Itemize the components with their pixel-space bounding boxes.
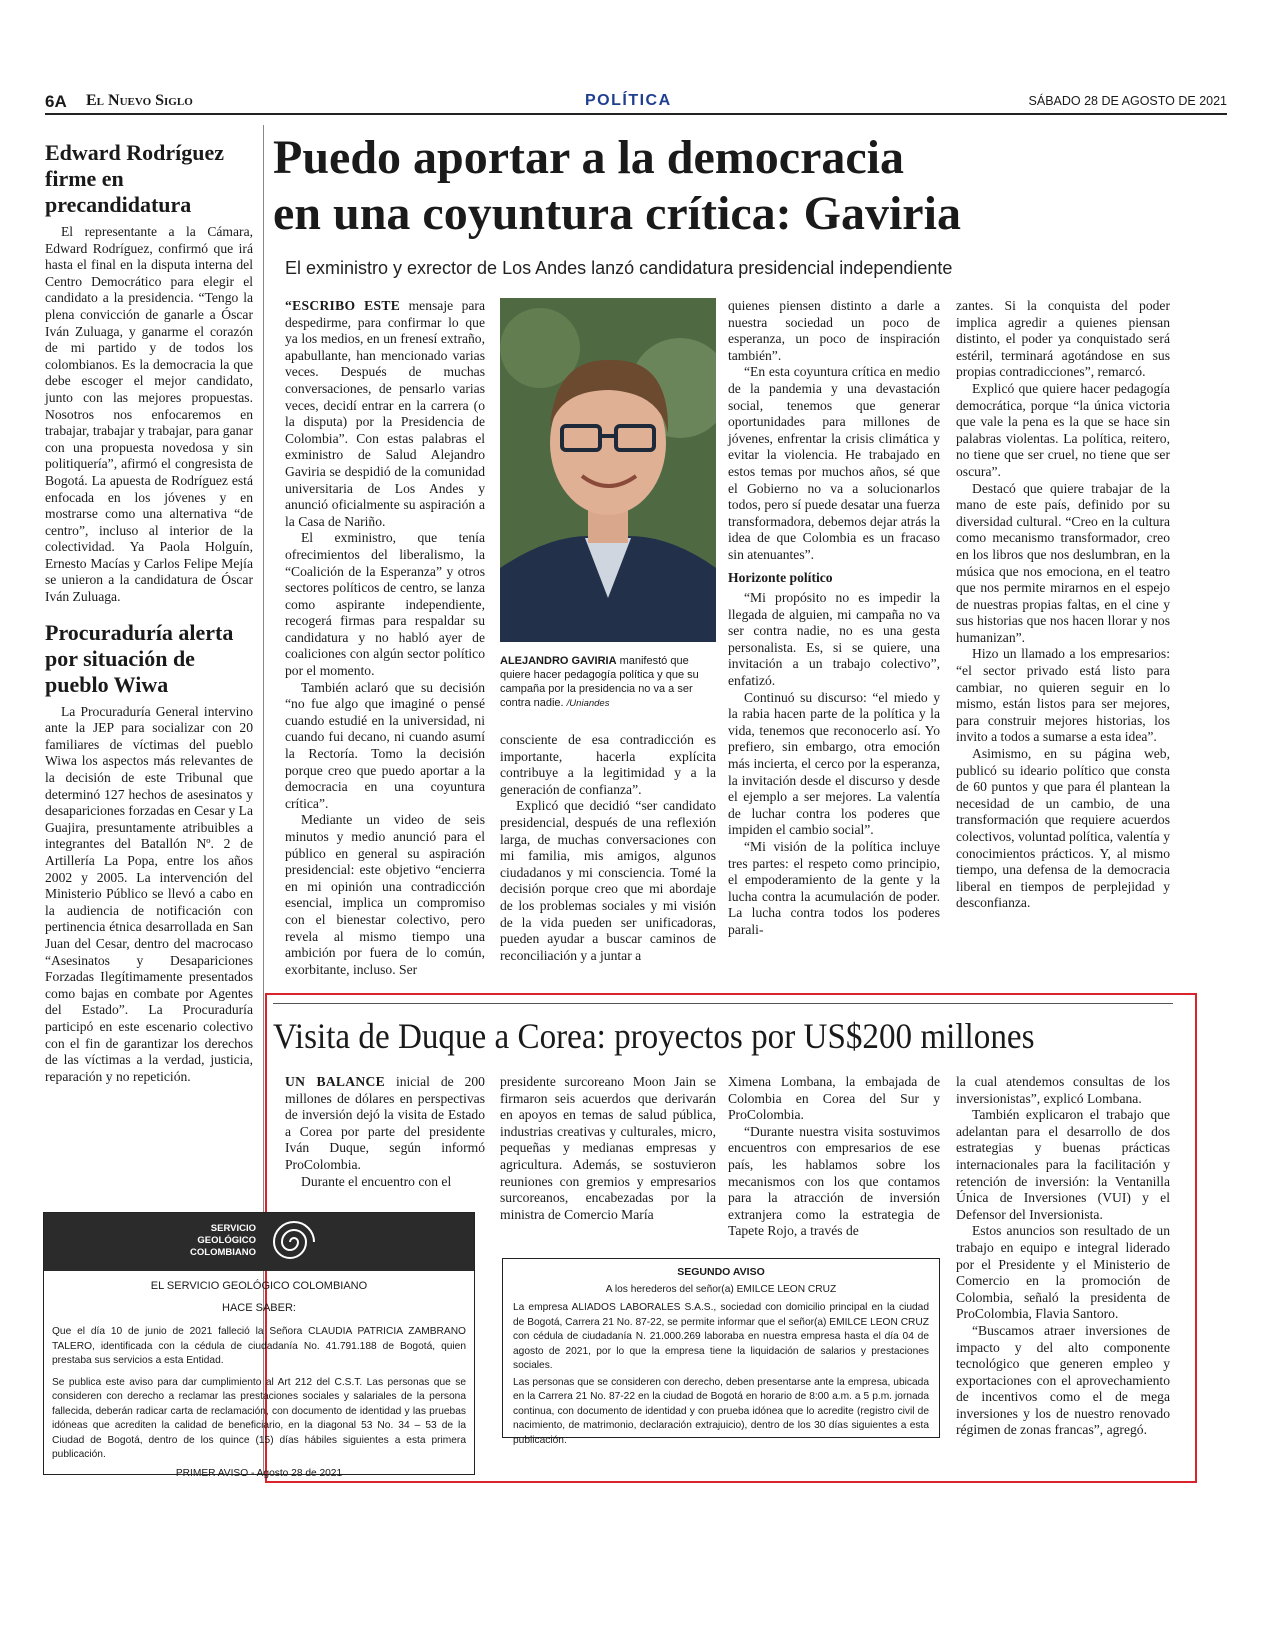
sidebar — [45, 140, 253, 1085]
korea-col4-p4: “Buscamos atraer inversiones de impacto y del alto componente tecnológico que generen empleo y exportaciones con el aprovechamiento de incentivos como el de mega inversiones y los de nuestro renovado régimen de zonas francas”, agregó. — [956, 1322, 1170, 1438]
korea-col4-p3: Estos anuncios son resultado de un trabajo en equipo e integral liderado por el Presidente y el Ministerio de Comercio en la promoción de Colombia, señaló la presidenta de ProColombia, Flavia Santoro. — [956, 1223, 1170, 1322]
korea-col1-p2: Durante el encuentro con el — [301, 1173, 452, 1189]
korea-col4-p2: También explicaron el trabajo que adelantan para el desarrollo de dos estrategias y buenas prácticas internacionales para la facilitación y retención de inversión: la Ventanilla Única de Inversiones (VUI) y el Defensor del Inversionista. — [956, 1107, 1170, 1222]
korea-col-2 — [500, 1074, 716, 1223]
photo-caption-name: ALEJANDRO GAVIRIA — [500, 655, 617, 667]
main-col3-p4: Continuó su discurso: “el miedo y la rabia hacen parte de la política y la vida, tenemos que reconocerlo así. Yo prefiero, sin embargo, otra emoción más incierta, el cerco por la esperanza, la invitación desde el discurso y desde el ejemplo a ser mejores. La valentía de luchar contra los poderes que impiden el cambio social”. — [728, 689, 940, 838]
korea-lead-caps: UN BALANCE — [285, 1074, 386, 1089]
header-rule — [45, 113, 1227, 115]
sgc-paragraph-1: Que el día 10 de junio de 2021 falleció la Señora CLAUDIA PATRICIA ZAMBRANO TALERO, identificada con la cédula de ciudadanía No. 41.791.188 de Bogotá, quien prestaba sus servicios a esta Entidad. — [52, 1326, 466, 1366]
main-headline-line2: en una coyuntura crítica: Gaviria — [273, 187, 961, 240]
main-col2-p1: consciente de esa contradicción es importante, hacerla explícita contribuye a la legitimidad y a la generación de confianza”. — [500, 732, 716, 797]
main-col-2 — [500, 732, 716, 964]
main-col4-p5: Asimismo, en su página web, publicó su ideario político que consta de 60 puntos y que para él plantean la necesidad de un cambio, de una transformación que requiere acuerdos colectivos, voluntad política, valentía y conocimientos prácticos. Y, al mismo tiempo, una defensa de la democracia liberal en tiempos de perplejidad y desconfianza. — [956, 746, 1170, 911]
korea-col-4 — [956, 1074, 1170, 1439]
korea-col-1 — [285, 1074, 485, 1190]
main-col4-p4: Hizo un llamado a los empresarios: “el sector privado está listo para cambiar, no quieren seguir en lo mismo, están listos para ser mejores, para construir mejores historias, los invito a todos a sumarse a esta idea”. — [956, 646, 1170, 745]
sgc-notice — [43, 1212, 475, 1479]
sidebar-story1-body: El representante a la Cámara, Edward Rodríguez, confirmó que irá hasta el final en la disputa interna del Centro Democrático para elegir el candidato a la presidencia. “Tengo la plena convicción de ganarle a Óscar Iván Zuluaga, y ganarme el corazón de mi partido y de todos los colombianos. Es la democracia la que debe escoger el mejor candidato, junto con las mejores propuestas. Nosotros nos enfocaremos en trabajar, trabajar y trabajar, para ganar con una propuesta novedosa y sin politiquería”, afirmó el congresista de Bogotá. La apuesta de Rodríguez está enfocada en los jóvenes y en mostrarse como una alternativa “de centro”, incluso al interior de la colectividad. Ya Paola Holguín, Ernesto Macías y Carlos Felipe Mejía se unieron a la candidatura de Óscar Iván Zuluaga. — [45, 224, 253, 605]
page-number: 6A — [45, 92, 67, 111]
aliados-paragraph-2: Las personas que se consideren con derecho, deben presentarse ante la empresa, ubicada en la Carrera 21 No. 87-22 en la ciudad de Bogotá en horario de 8:00 a.m. a 5 p.m. jornada continua, con documento de identidad y con prueba idónea que lo acredite (registro civil de nacimiento, de matrimonio, declaración extrajuicio), dentro de los 30 días siguientes a esta publicación. — [513, 1376, 929, 1446]
sidebar-story2-body: La Procuraduría General intervino ante la JEP para socializar con 20 familiares de víctimas del pueblo Wiwa los aspectos más relevantes de la decisión de este Tribunal que determinó 127 hechos de asesinatos y desapariciones forzadas en Cesar y La Guajira, presuntamente atribuibles a integrantes del Batallón Nº. 2 de Artillería La Popa, entre los años 2002 y 2005. La intervención del Ministerio Público se llevó a cabo en la audiencia de notificación con pertinencia étnica desarrollada en San Juan del Cesar, dentro del macrocaso “Asesinatos y Desapariciones Forzadas Ilegítimamente presentados como bajas en combate por Agentes del Estado”. La Procuraduría participó en este escenario colectivo con el fin de garantizar los derechos de las víctimas a la verdad, justicia, reparación y no repetición. — [45, 703, 253, 1084]
sidebar-story1-headline: Edward Rodríguez firme en precandidatura — [45, 140, 225, 217]
photo-caption-text: manifestó que quiere hacer pedagogía política y que su campaña por la presidencia no va a ser contra nadie. — [500, 655, 699, 709]
main-subhead: Horizonte político — [728, 569, 833, 585]
newspaper-name: El Nuevo Siglo — [86, 92, 193, 109]
korea-col-3 — [728, 1074, 940, 1240]
sgc-spiral-icon — [264, 1219, 324, 1265]
main-col3-p5: “Mi visión de la política incluye tres partes: el respeto como principio, el empoderamiento de la gente y la lucha contra la acumulación de poder. La lucha contra todos los poderes parali- — [728, 839, 940, 937]
photo-caption — [500, 654, 716, 711]
sgc-paragraph-2: Se publica este aviso para dar cumplimiento al Art 212 del C.S.T. Las personas que se consideren con derecho a reclamar las prestaciones sociales y salariales de la persona fallecida, deberán radicar carta de reclamación, con documento de identidad y las pruebas idóneas que acrediten la calidad de beneficiario, en la diagonal 53 No. 34 – 53 de la Ciudad de Bogotá, dentro de los quince (15) días hábiles siguientes a esta primera publicación. — [52, 1376, 466, 1460]
main-deck: El exministro y exrector de Los Andes lanzó candidatura presidencial independiente — [285, 258, 953, 278]
gaviria-photo — [500, 298, 716, 642]
korea-top-rule — [273, 1003, 1173, 1004]
main-col4-p2: Explicó que quiere hacer pedagogía democrática, porque “la única victoria que vale la pena es la que se hace sin palabras violentas. La política, reitero, no tiene que ser cruel, no tiene que ser oscura”. — [956, 380, 1170, 479]
main-col-3 — [728, 298, 940, 939]
korea-col1-p1: inicial de 200 millones de dólares en perspectivas de inversión dejó la visita de Estado a Corea por parte del presidente Iván Duque, según informó ProColombia. — [285, 1074, 485, 1172]
sidebar-story2-headline: Procuraduría alerta por situación de pueblo Wiwa — [45, 619, 234, 697]
sgc-subtitle: HACE SABER: — [222, 1301, 296, 1314]
main-col1-p1: mensaje para despedirme, para confirmar lo que ya los medios, en un frenesí extraño, apabullante, han mencionado varias veces. Después de muchas conversaciones, de pensarlo varias veces, decidí entrar en la carrera (o la disputa) por la Presidencia de Colombia”. Con estas palabras el exministro de Salud Alejandro Gaviria se despidió de la comunidad universitaria de Los Andes y anunció oficialmente su aspiración a la Casa de Nariño. — [285, 298, 485, 529]
korea-col3-p2: “Durante nuestra visita sostuvimos encuentros con empresarios de ese país, les hablamos sobre los mecanismos con los que contamos para la atracción de inversión extranjera como la estrategia de Tapete Rojo, a través de — [728, 1123, 940, 1239]
main-col4-p1: zantes. Si la conquista del poder implica agredir a quienes piensan distinto, el poder ya conquistado será estéril, terminará agotándose en sus propias contradicciones”, remarcó. — [956, 298, 1170, 380]
sgc-title: EL SERVICIO GEOLÓGICO COLOMBIANO — [150, 1280, 368, 1292]
sgc-logo-band — [44, 1213, 474, 1271]
aliados-notice — [502, 1258, 940, 1446]
korea-col4-p1: la cual atendemos consultas de los inversionistas”, explicó Lombana. — [956, 1074, 1170, 1106]
main-lead-caps: “ESCRIBO ESTE — [285, 298, 401, 313]
photo-credit: /Uniandes — [566, 698, 610, 709]
main-col-1 — [285, 298, 485, 978]
korea-col3-p1: Ximena Lombana, la embajada de Colombia en Corea del Sur y ProColombia. — [728, 1074, 940, 1123]
main-col1-p3: También aclaró que su decisión “no fue algo que imaginé o pensé cuando estudié en la universidad, ni cuando fui decano, ni cuando asumí la Rectoría. Tomo la decisión porque creo que puedo aportar a la democracia en una coyuntura crítica”. — [285, 679, 485, 811]
sgc-footer: PRIMER AVISO - Agosto 28 de 2021 — [175, 1467, 343, 1479]
main-headline-line1: Puedo aportar a la democracia — [273, 131, 905, 184]
main-col-4 — [956, 298, 1170, 912]
aliados-paragraph-1: La empresa ALIADOS LABORALES S.A.S., sociedad con domicilio principal en la ciudad de Bogotá, Carrera 21 No. 87-22, se permite informar que el señor(a) EMILCE LEON CRUZ con cédula de ciudadanía N. 21.000.269 laboraba en nuestra empresa hasta el día 04 de agosto de 2021, por lo que la empresa tiene la liquidación de salarios y prestaciones sociales. — [513, 1302, 929, 1371]
main-col3-p1: quienes piensen distinto a darle a nuestra sociedad un poco de esperanza, un poco de inspiración también”. — [728, 298, 940, 363]
korea-col2-p1: presidente surcoreano Moon Jain se firmaron seis acuerdos que derivarán en apoyos en temas de salud pública, industrias creativas y culturales, micro, pequeñas y medianas empresas y agricultura. Además, se sostuvieron reuniones con gremios y empresarios surcoreanos, encabezadas por la ministra de Comercio María — [500, 1074, 716, 1222]
main-col3-p3: “Mi propósito no es impedir la llegada de alguien, mi campaña no va ser contra nadie, no es una gesta personalista. Es, si se quiere, una invitación a un trabajo colectivo”, enfatizó. — [728, 590, 940, 689]
main-col1-p4: Mediante un video de seis minutos y medio anunció para el público en general su aspiración presidencial: este objetivo “encierra en mi opinión una contradicción esencial, implica un compromiso con el bienestar colectivo, pero revela al mismo tiempo una ambición por fuera de lo común, exorbitante, incluso. Ser — [285, 812, 485, 977]
sgc-logo-text: SERVICIO GEOLÓGICO COLOMBIANO — [190, 1223, 256, 1258]
korea-headline: Visita de Duque a Corea: proyectos por US$200 millones — [273, 1016, 1035, 1056]
aliados-to: A los herederos del señor(a) EMILCE LEON CRUZ — [605, 1283, 837, 1295]
issue-date: SÁBADO 28 DE AGOSTO DE 2021 — [1028, 94, 1227, 108]
aliados-title: SEGUNDO AVISO — [677, 1266, 765, 1278]
main-col2-p2: Explicó que decidió “ser candidato presidencial, después de una reflexión larga, de muchas conversaciones con mi familia, mis amigos, algunos ciudadanos y mi consciencia. Tomé la decisión porque creo que mi abordaje de los problemas sociales y mi visión de la vida pueden ser unificadoras, pueden ayudar a buscar caminos de reconciliación y a juntar a — [500, 798, 716, 963]
main-col1-p2: El exministro, que tenía ofrecimientos del liberalismo, la “Coalición de la Esperanza” y otros sectores políticos de centro, se lanza como aspirante independiente, recogerá firmas para respaldar su candidatura y no habló ayer de coaliciones con algún sector político por el momento. — [285, 530, 485, 679]
section-title: POLÍTICA — [585, 92, 672, 109]
main-col4-p3: Destacó que quiere trabajar de la mano de este país, definido por su diversidad cultural. “Creo en la cultura como mecanismo transformador, creo en los libros que nos deslumbran, en la música que nos emociona, en el teatro que nos permite mirarnos en el espejo de nuestras propias faltas, en el cine y sus historias que nos hacen llorar y nos humanizan”. — [956, 480, 1170, 645]
main-col3-p2: “En esta coyuntura crítica en medio de la pandemia y una devastación social, tenemos que generar oportunidades para millones de jóvenes, enfrentar la crisis climática y evitar la violencia. He trabajado en estos temas por muchos años, sé que el Gobierno no va a solucionarlos todos, pero sí puede desatar una fuerza transformadora, debemos dejar atrás la idea de que Colombia es un fracaso sin atenuantes”. — [728, 364, 940, 562]
main-headline — [273, 130, 1223, 242]
